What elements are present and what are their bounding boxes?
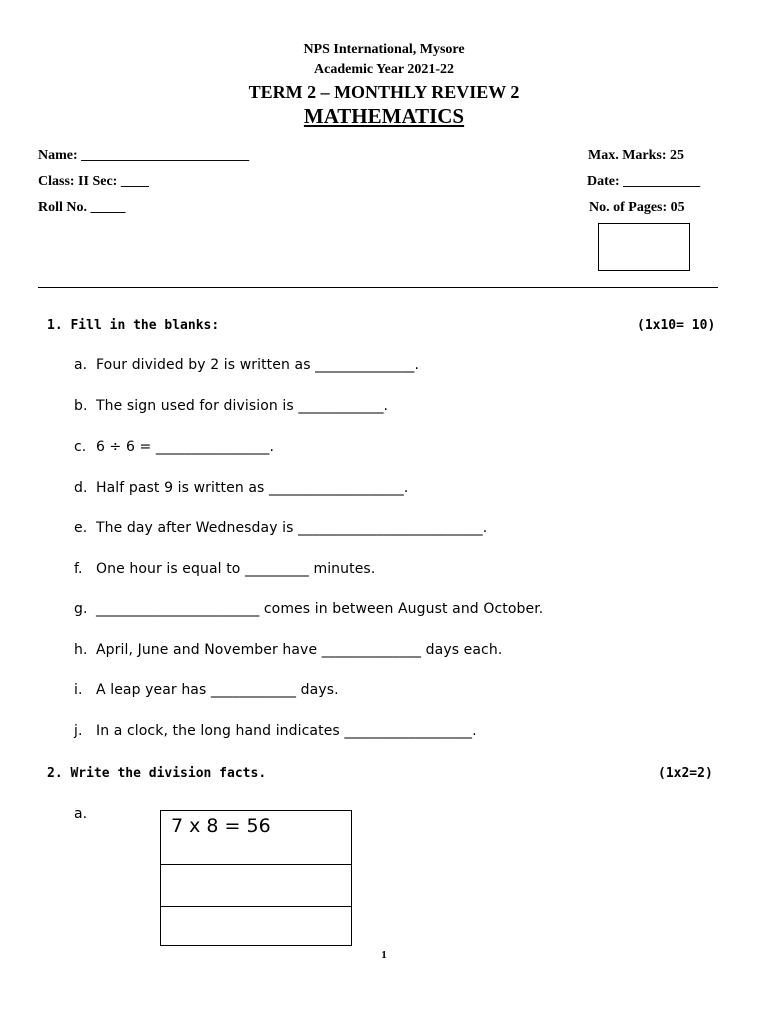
item-text: The sign used for division is ____________. [96,398,389,414]
header-divider [38,287,718,288]
item-label: d. [74,480,88,496]
item-text: The day after Wednesday is __________________________. [96,520,488,536]
item-label: h. [74,642,88,658]
question-1-title: 1. Fill in the blanks: [47,318,220,333]
q1-item-e [74,520,487,536]
number-of-pages: No. of Pages: 05 [589,200,685,215]
q1-item-f [74,561,375,577]
marks-box [598,223,690,271]
date-field: Date: ___________ [587,174,701,189]
item-label: j. [74,723,83,739]
q1-item-i [74,682,339,698]
item-text: One hour is equal to _________ minutes. [96,561,376,577]
q1-item-c [74,439,274,455]
page-number: 1 [381,949,387,961]
item-text: April, June and November have ______________ days each. [96,642,503,658]
q1-item-a [74,357,419,373]
item-label: g. [74,601,88,617]
item-text: A leap year has ____________ days. [96,682,339,698]
class-section-field: Class: II Sec: ____ [38,174,149,189]
item-label: f. [74,561,83,577]
q1-item-j [74,723,477,739]
item-text: In a clock, the long hand indicates __________________. [96,723,477,739]
subject-title: MATHEMATICS [303,104,465,128]
item-text: Four divided by 2 is written as ______________. [96,357,420,373]
item-label: a. [74,357,88,373]
exam-term-title: TERM 2 – MONTHLY REVIEW 2 [248,82,520,102]
multiplication-fact: 7 x 8 = 56 [171,815,271,837]
question-2-title: 2. Write the division facts. [47,766,267,781]
item-text: _______________________ comes in between August and October. [96,601,544,617]
q1-item-h [74,642,502,658]
item-text: 6 ÷ 6 = ________________. [96,439,275,455]
item-label: i. [74,682,83,698]
multiplication-fact-row [161,811,351,865]
school-name: NPS International, Mysore [303,42,465,57]
q1-item-d [74,480,408,496]
q1-item-g [74,601,543,617]
q2-item-label: a. [74,806,88,822]
max-marks: Max. Marks: 25 [588,148,685,163]
division-facts-table [160,810,352,946]
division-fact-answer-row-2 [161,907,351,947]
academic-year: Academic Year 2021-22 [314,62,454,77]
item-label: b. [74,398,88,414]
question-1-marks: (1x10= 10) [637,318,716,333]
question-2-marks: (1x2=2) [658,766,713,781]
roll-number-field: Roll No. _____ [38,200,126,215]
name-field: Name: ________________________ [38,148,250,163]
item-label: c. [74,439,87,455]
item-label: e. [74,520,88,536]
item-text: Half past 9 is written as ___________________. [96,480,409,496]
division-fact-answer-row-1 [161,865,351,907]
q1-item-b [74,398,388,414]
